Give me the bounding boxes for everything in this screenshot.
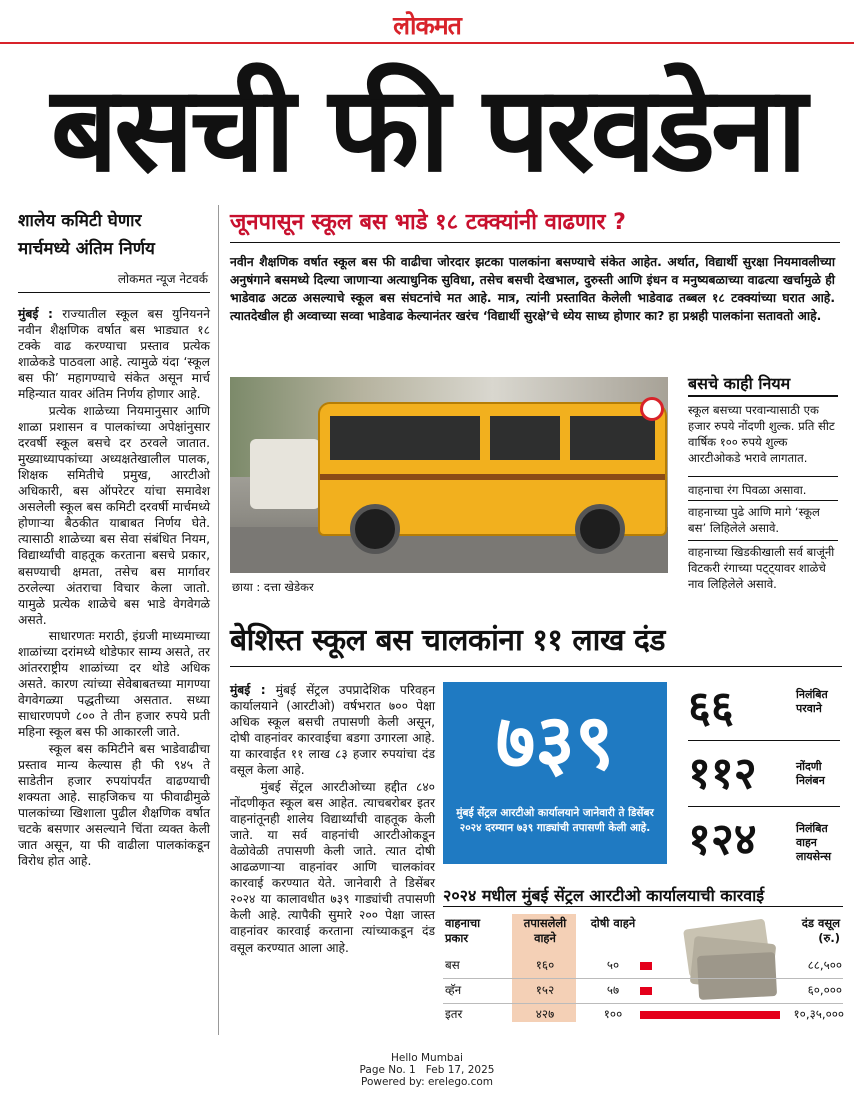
cell-faulty: ५०: [606, 958, 620, 972]
header-faulty: दोषी वाहने: [590, 916, 636, 930]
stat-number: ६६: [688, 682, 734, 733]
cell-inspected: १५२: [535, 983, 555, 997]
rules-title: बसचे काही नियम: [688, 374, 791, 393]
cell-vehicle-type: इतर: [445, 1007, 463, 1021]
fine-bar: [640, 987, 652, 995]
stat-label: निलंबित परवाने: [796, 688, 828, 715]
second-headline: बेशिस्त स्कूल बस चालकांना ११ लाख दंड: [230, 623, 665, 658]
masthead-divider: [0, 42, 854, 44]
left-heading-line: शालेय कमिटी घेणार: [18, 211, 142, 231]
story-subheadline: जूनपासून स्कूल बस भाडे १८ टक्क्यांनी वाढणार ?: [230, 210, 626, 235]
cell-fine: ६०,०००: [807, 983, 842, 997]
rule-item: वाहनाच्या खिडकीखाली सर्व बाजूंनी विटकरी रंगाच्या पट्ट्यावर शाळेचे नाव लिहिलेले असावे.: [688, 545, 835, 591]
byline: लोकमत न्यूज नेटवर्क: [117, 272, 208, 286]
rule-item: वाहनाचा रंग पिवळा असावा.: [688, 483, 807, 497]
bus-wheel: [350, 504, 400, 554]
background-bus: [250, 439, 320, 509]
bus-wheel: [575, 504, 625, 554]
action-table-title: २०२४ मधील मुंबई सेंट्रल आरटीओ कार्यालयाची कारवाई: [443, 886, 765, 905]
cell-fine: १०,३५,०००: [793, 1007, 844, 1021]
rule-item: वाहनाच्या पुढे आणि मागे ‘स्कूल बस’ लिहिलेले असावे.: [688, 505, 820, 535]
masthead-logo: लोकमत: [393, 11, 461, 40]
stat-number: ११२: [688, 748, 757, 799]
header-vehicle-type: वाहनाचा प्रकार: [445, 916, 481, 945]
header-fine: दंड वसूल (रु.): [801, 916, 840, 945]
footer-powered: Powered by: erelego.com: [360, 1076, 494, 1088]
footer-edition: Hello Mumbai: [391, 1052, 463, 1064]
left-heading: [18, 207, 208, 263]
cell-vehicle-type: व्हॅन: [445, 983, 462, 997]
page-footer: [0, 1052, 854, 1088]
rule-item: स्कूल बसच्या परवान्यासाठी एक हजार रुपये नोंदणी शुल्क. प्रति सीट वार्षिक १०० रुपये शुल्क आरटीओकडे भरावे लागतात.: [688, 403, 835, 465]
main-headline: बसची फी परवडेना: [50, 60, 804, 198]
fine-bar: [640, 962, 652, 970]
footer-page-date: Page No. 1 Feb 17, 2025: [359, 1064, 495, 1076]
cell-faulty: १००: [603, 1007, 623, 1021]
fine-bar: [640, 1011, 780, 1019]
stat-label: निलंबित वाहन लायसेन्स: [796, 822, 832, 863]
paragraph: प्रत्येक शाळेच्या नियमानुसार आणि शाळा प्रशासन व पालकांच्या अपेक्षांनुसार दरवर्षी स्कूल बसचे दर ठरवले जातात. मुख्याध्यापकांच्या अध्यक्षतेखालील पालक, शिक्षक समितीचे प्रमुख, आरटीओ अधिकारी, बस ऑपरेटर यांचा समावेश असलेली स्कूल बस कमिटी दरवर्षी मार्चमध्ये होणाऱ्या बैठकीत याबाबत निर्णय घेते. त्यासाठी शाळेच्या बस सेवा संबंधित नियम, विद्यार्थ्यांची वाहतूक करताना बसचे प्रकार, बसण्याची क्षमता, तसेच बस मार्गावर ठरलेल्या अंतराचा विचार केला जातो. यामुळे प्रत्येक शाळेचे बस भाडे वेगवेगळे असते.: [18, 403, 210, 627]
column-divider: [218, 205, 219, 1035]
cell-inspected: ४२७: [535, 1007, 555, 1021]
road-sign: [640, 397, 664, 421]
subhead-rule: [230, 242, 840, 243]
paragraph: मुंबई सेंट्रल आरटीओच्या हद्दीत ८४० नोंदणीकृत स्कूल बस आहेत. त्याचबरोबर इतर वाहनांतूनही शालेय विद्यार्थ्यांची वाहतूक केली जाते. या सर्व वाहनांची आरटीओकडून वेळोवेळी तपासणी केली जाते. त्यात दोषी आढळणाऱ्या वाहनांवर आणि चालकांवर कारवाई करण्यात येते. जानेवारी ते डिसेंबर २०२४ या कालावधीत ७३९ गाड्यांची तपासणी केली आहे. त्यापैकी सुमारे २०० पेक्षा जास्त वाहनांवर कारवाई करताना त्यांच्याकडून दंड वसूल करण्यात आला आहे.: [230, 779, 435, 955]
school-bus-photo: [230, 377, 668, 573]
cell-faulty: ५७: [606, 983, 620, 997]
currency-notes-image: [682, 918, 782, 1002]
dateline: मुंबई :: [18, 307, 53, 321]
stat-number: १२४: [688, 814, 757, 865]
second-article-body: [230, 682, 435, 956]
cell-fine: ८८,५००: [807, 958, 842, 972]
left-article-body: [18, 306, 210, 869]
inspection-count: ७३९: [495, 697, 615, 786]
cell-vehicle-type: बस: [445, 958, 460, 972]
row-divider: [443, 978, 843, 979]
paragraph: मुंबई : राज्यातील स्कूल बस युनियनने नवीन शैक्षणिक वर्षात बस भाड्यात १८ टक्के वाढ करण्याचा प्रस्ताव प्रत्येक शाळेकडे पाठवला आहे. त्यामुळे यंदा ‘स्कूल बस फी’ महागण्याचे संकेत असून मार्च महिन्यात यावर अंतिम निर्णय होणार आहे.: [18, 307, 210, 402]
cell-inspected: १६०: [535, 958, 555, 972]
school-bus: [318, 402, 667, 536]
byline-rule: [18, 292, 210, 293]
story-intro: नवीन शैक्षणिक वर्षात स्कूल बस फी वाढीचा जोरदार झटका पालकांना बसण्याचे संकेत आहेत. अर्थात, विद्यार्थी सुरक्षा नियमावलीच्या अनुषंगाने बसमध्ये दिल्या जाणाऱ्या अत्याधुनिक सुविधा, तसेच बसची देखभाल, दुरुस्ती आणि इंधन व मनुष्यबळाच्या वाढत्या खर्चामुळे ही भाडेवाढ अटळ असल्याचे स्कूल बस संघटनांचे मत आहे. मात्र, त्यांनी प्रस्तावित केलेली भाडेवाढ तब्बल १८ टक्क्यांच्या घरात आहे. त्यातदेखील ही अव्वाच्या सव्वा भाडेवाढ केल्यानंतर खरंच ‘विद्यार्थी सुरक्षे’चे ध्येय साध्य होणार का? हा प्रश्नही पालकांना सतावतो आहे.: [230, 255, 835, 323]
left-heading-line: मार्चमध्ये अंतिम निर्णय: [18, 239, 155, 259]
second-headline-rule: [230, 666, 842, 667]
inspection-highlight-box: [443, 682, 667, 864]
header-inspected: तपासलेली वाहने: [523, 916, 567, 945]
paragraph: साधारणतः मराठी, इंग्रजी माध्यमाच्या शाळांच्या दरांमध्ये थोडेफार साम्य असते, तर आंतरराष्ट्रीय शाळांच्या दर थोडे अधिक असते. कारण त्यांच्या सेवेबाबतच्या मागण्या वेगवेगळ्या पद्धतीच्या असतात. सध्या साधारणपणे ८०० ते तीन हजार रुपये प्रती महिना स्कूल बस फी आकारली जाते.: [18, 628, 210, 740]
stat-label: नोंदणी निलंबन: [796, 760, 825, 787]
paragraph: मुंबई : मुंबई सेंट्रल उपप्रादेशिक परिवहन कार्यालयाने (आरटीओ) वर्षभरात ७०० पेक्षा अधिक स्कूल बसची तपासणी केली असून, दोषी वाहनांवर कारवाईचा बडगा उगारला आहे. या कारवाईत ११ लाख ८३ हजार रुपयांचा दंड वसूल केला आहे.: [230, 683, 435, 778]
photo-credit: छाया : दत्ता खेडेकर: [232, 580, 314, 594]
row-divider: [443, 1003, 843, 1004]
paragraph: स्कूल बस कमिटीने बस भाडेवाढीचा प्रस्ताव मान्य केल्यास ही फी ९४५ ते साडेतीन हजार रुपयांपर्यंत वाढण्याची शक्यता आहे. साहजिकच या फीवाढीमुळे पालकांच्या खिशाला पुढील शैक्षणिक वर्षात चटके बसणार असल्याने चिंता व्यक्त केली जात असून, या फी वाढीला पालकांकडून विरोध होत आहे.: [18, 741, 210, 869]
dateline: मुंबई :: [230, 683, 266, 697]
inspection-caption: मुंबई सेंट्रल आरटीओ कार्यालयाने जानेवारी ते डिसेंबर २०२४ दरम्यान ७३९ गाड्यांची तपासणी केली आहे.: [456, 807, 654, 834]
